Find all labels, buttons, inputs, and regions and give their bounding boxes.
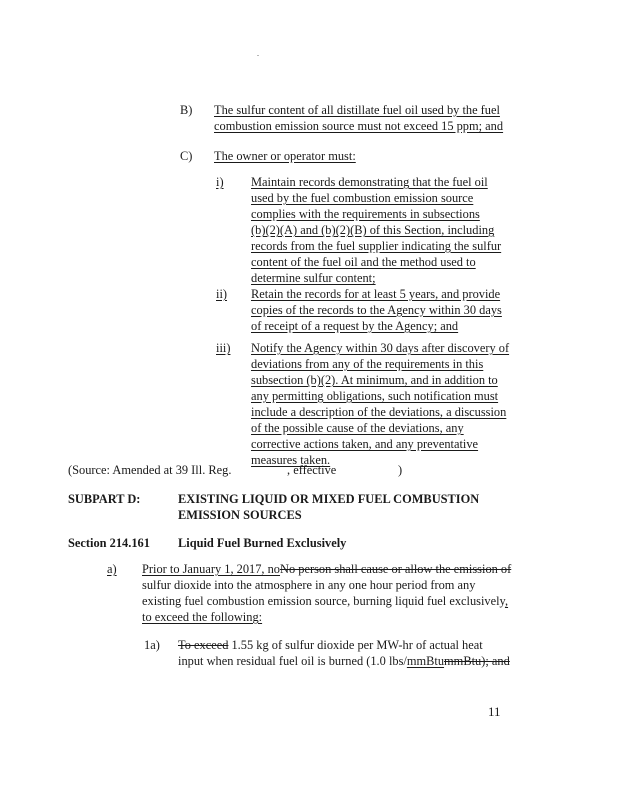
item-a-label: a) <box>107 562 117 576</box>
source-note-effective: , effective <box>287 463 337 477</box>
page-number: 11 <box>488 704 501 719</box>
item-ii-line-3: of receipt of a request by the Agency; and <box>251 319 459 333</box>
item-b-line-1: The sulfur content of all distillate fuel oil used by the fuel <box>214 103 500 117</box>
section-number: Section 214.161 <box>68 536 150 550</box>
item-iii-line-1: Notify the Agency within 30 days after discovery of <box>251 341 510 355</box>
source-note-close: ) <box>398 463 403 477</box>
item-a-line-3 <box>142 593 508 609</box>
item-i-line-3: complies with the requirements in subsections <box>251 207 480 221</box>
item-c-intro: The owner or operator must: <box>214 149 356 163</box>
item-iii-line-4: any permitting obligations, such notification must <box>251 389 499 403</box>
item-a-line-1 <box>142 561 511 577</box>
stray-mark: . <box>257 49 259 58</box>
item-iii-line-5: include a description of the deviations, a discussion <box>251 405 507 419</box>
item-iii-line-7: corrective actions taken, and any preventative <box>251 437 479 451</box>
item-ii-label: ii) <box>216 287 228 301</box>
item-i-line-2: used by the fuel combustion emission source <box>251 191 474 205</box>
source-note-prefix: (Source: Amended at 39 Ill. Reg. <box>68 463 232 477</box>
item-i-line-1: Maintain records demonstrating that the fuel oil <box>251 175 488 189</box>
subpart-title-line-2: EMISSION SOURCES <box>178 508 302 522</box>
item-iii-line-8: measures taken. <box>251 453 331 467</box>
item-i-line-5: records from the fuel supplier indicating the sulfur <box>251 239 502 253</box>
subpart-label: SUBPART D: <box>68 492 141 506</box>
item-1a-line-1-text: 1.55 kg of sulfur dioxide per MW-hr of actual heat <box>228 638 483 652</box>
item-i-label: i) <box>216 175 224 189</box>
item-iii-line-3: subsection (b)(2). At minimum, and in addition to <box>251 373 498 387</box>
item-b-label: B) <box>180 103 193 117</box>
item-a-line-3-text: existing fuel combustion emission source, burning liquid fuel exclusively <box>142 594 505 608</box>
item-a-inserted-comma: , <box>504 594 509 608</box>
item-1a-line-2-text: input when residual fuel oil is burned (1.0 lbs/ <box>178 654 407 668</box>
item-c-label: C) <box>180 149 193 163</box>
item-i-line-6: content of the fuel oil and the method used to <box>251 255 476 269</box>
item-1a-label: 1a) <box>144 638 160 652</box>
item-iii-line-2: deviations from any of the requirements in this <box>251 357 484 371</box>
item-i-line-7: determine sulfur content; <box>251 271 376 285</box>
item-b-line-2: combustion emission source must not exceed 15 ppm; and <box>214 119 504 133</box>
item-ii-line-1: Retain the records for at least 5 years, and provide <box>251 287 501 301</box>
item-1a-strike-to-exceed: To exceed <box>178 638 229 652</box>
item-a-insert-prior: Prior to January 1, 2017, no <box>142 562 281 576</box>
item-iii-line-6: of the possible cause of the deviations, any <box>251 421 464 435</box>
item-a-strike-no: No person shall cause or allow the emission of <box>280 562 512 576</box>
section-title: Liquid Fuel Burned Exclusively <box>178 536 347 550</box>
item-1a-line-1 <box>178 637 483 653</box>
item-a-line-2: sulfur dioxide into the atmosphere in any one hour period from any <box>142 578 476 592</box>
item-a-line-4: to exceed the following: <box>142 610 263 624</box>
subpart-title-line-1: EXISTING LIQUID OR MIXED FUEL COMBUSTION <box>178 492 480 506</box>
item-i-line-4: (b)(2)(A) and (b)(2)(B) of this Section, including <box>251 223 495 237</box>
item-1a-line-2 <box>178 653 510 669</box>
item-1a-inserted-mmbtu: mmBtu <box>406 654 445 668</box>
item-ii-line-2: copies of the records to the Agency within 30 days <box>251 303 502 317</box>
item-1a-struck-mmbtu: mmBtu); and <box>444 654 510 668</box>
item-iii-label: iii) <box>216 341 231 355</box>
